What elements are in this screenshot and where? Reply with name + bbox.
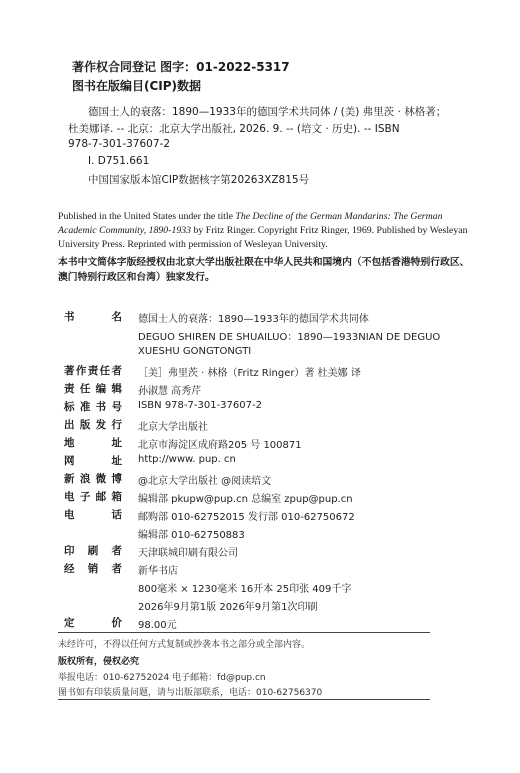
detail-label-char: 博 bbox=[111, 473, 122, 485]
detail-label-char: 名 bbox=[111, 311, 122, 323]
detail-value: 800毫米 × 1230毫米 16开本 25印张 409千字 bbox=[138, 584, 352, 595]
detail-label-char: 责 bbox=[64, 383, 75, 395]
detail-label-char: 址 bbox=[111, 437, 122, 449]
detail-value: 天津联城印刷有限公司 bbox=[138, 548, 238, 559]
detail-value: 孙淑慧 高秀芹 bbox=[138, 386, 202, 397]
detail-value: 2026年9月第1版 2026年9月第1次印刷 bbox=[138, 602, 318, 613]
cip-isbn: 978-7-301-37607-2 bbox=[68, 138, 171, 150]
detail-value: 德国士人的衰落：1890—1933年的德国学术共同体 bbox=[138, 314, 369, 325]
detail-label-char: 电 bbox=[64, 491, 75, 503]
cip-heading: 图书在版编目(CIP)数据 bbox=[72, 79, 202, 93]
detail-label-char: 定 bbox=[64, 617, 75, 629]
detail-label-char: 准 bbox=[79, 401, 91, 413]
detail-label-char: 者 bbox=[111, 563, 122, 575]
quality-contact: 图书如有印装质量问题，请与出版部联系，电话：010-62756370 bbox=[58, 688, 323, 698]
detail-label-char: 者 bbox=[111, 365, 122, 377]
detail-label-char: 址 bbox=[111, 455, 122, 467]
detail-value: http://www. pup. cn bbox=[138, 454, 236, 465]
cip-classification: Ⅰ. D751.661 bbox=[88, 155, 150, 167]
license-line: 澳门特别行政区和台湾）独家发行。 bbox=[58, 272, 215, 283]
detail-value: 北京市海淀区成府路205 号 100871 bbox=[138, 440, 302, 451]
cip-line: 德国士人的衰落：1890—1933年的德国学术共同体 / (美) 弗里茨 · 林格著； bbox=[88, 106, 447, 118]
english-text: Published in the United States under the title bbox=[58, 211, 236, 222]
detail-value: @北京大学出版社 @阅读培文 bbox=[138, 476, 272, 487]
detail-label bbox=[64, 561, 122, 576]
detail-label-char: 作 bbox=[75, 365, 87, 377]
detail-label-char: 价 bbox=[111, 617, 122, 629]
detail-label-char: 书 bbox=[95, 401, 107, 413]
detail-label bbox=[64, 309, 122, 324]
detail-value: 新华书店 bbox=[138, 566, 178, 577]
detail-label-char: 发 bbox=[95, 419, 107, 431]
english-notice-line bbox=[58, 225, 468, 236]
detail-label bbox=[64, 507, 122, 522]
detail-value: 编辑部 010-62750883 bbox=[138, 530, 245, 541]
divider bbox=[58, 632, 430, 633]
detail-label-char: 箱 bbox=[111, 491, 122, 503]
divider bbox=[58, 699, 430, 700]
detail-label-char: 标 bbox=[64, 401, 75, 413]
detail-label bbox=[64, 435, 122, 450]
detail-label-char: 邮 bbox=[95, 491, 107, 503]
detail-label-char: 书 bbox=[64, 311, 75, 323]
license-line: 本书中文简体字版经授权由北京大学出版社限在中华人民共和国境内（不包括香港特别行政区、 bbox=[58, 257, 470, 268]
english-notice-line bbox=[58, 211, 442, 222]
cip-line: 杜美娜译. -- 北京：北京大学出版社, 2026. 9. -- (培文 · 历史). -- ISBN bbox=[68, 123, 400, 135]
detail-label-char: 经 bbox=[64, 563, 75, 575]
detail-label-char: 地 bbox=[64, 437, 75, 449]
detail-label-char: 号 bbox=[111, 401, 122, 413]
detail-label-char: 子 bbox=[79, 491, 91, 503]
detail-label-char: 网 bbox=[64, 455, 75, 467]
detail-value: 北京大学出版社 bbox=[138, 422, 208, 433]
detail-label-char: 微 bbox=[95, 473, 107, 485]
detail-value: 编辑部 pkupw@pup.cn 总编室 zpup@pup.cn bbox=[138, 494, 353, 505]
detail-label bbox=[64, 381, 122, 396]
detail-label-char: 者 bbox=[111, 545, 122, 557]
detail-label bbox=[64, 543, 122, 558]
detail-label-char: 出 bbox=[64, 419, 75, 431]
detail-label bbox=[64, 453, 122, 468]
rights-notice: 版权所有，侵权必究 bbox=[58, 657, 140, 667]
detail-label-char: 责 bbox=[87, 365, 99, 377]
english-notice-line: University Press. Reprinted with permission of Wesleyan University. bbox=[58, 239, 328, 250]
book-title-italic: Academic Community, 1890-1933 bbox=[58, 225, 192, 236]
detail-label-char: 电 bbox=[64, 509, 75, 521]
detail-label-char: 版 bbox=[79, 419, 91, 431]
detail-label bbox=[64, 417, 122, 432]
report-contact: 举报电话：010-62752024 电子邮箱：fd@pup.cn bbox=[58, 673, 266, 683]
cip-number: 中国国家版本馆CIP数据核字第20263XZ815号 bbox=[88, 174, 310, 186]
detail-label-char: 销 bbox=[87, 563, 99, 575]
detail-label bbox=[64, 363, 122, 378]
detail-label bbox=[64, 489, 122, 504]
detail-label-char: 任 bbox=[79, 383, 91, 395]
copyright-registration: 著作权合同登记 图字：01-2022-5317 bbox=[72, 60, 290, 74]
detail-value: XUESHU GONGTONGTI bbox=[138, 346, 252, 357]
detail-value: ISBN 978-7-301-37607-2 bbox=[138, 400, 262, 411]
detail-value: ［美］弗里茨 · 林格（Fritz Ringer）著 杜美娜 译 bbox=[138, 368, 361, 379]
detail-label-char: 辑 bbox=[111, 383, 122, 395]
detail-value: 98.00元 bbox=[138, 620, 177, 631]
detail-label-char: 新 bbox=[64, 473, 75, 485]
detail-value: 邮购部 010-62752015 发行部 010-62750672 bbox=[138, 512, 355, 523]
detail-label bbox=[64, 615, 122, 630]
detail-label bbox=[64, 399, 122, 414]
detail-label-char: 编 bbox=[95, 383, 107, 395]
english-text: by Fritz Ringer. Copyright Fritz Ringer, 1969. Published by Wesleyan bbox=[191, 225, 468, 236]
detail-label-char: 浪 bbox=[79, 473, 91, 485]
detail-label-char: 话 bbox=[111, 509, 122, 521]
detail-label-char: 著 bbox=[64, 365, 75, 377]
detail-label-char: 刷 bbox=[87, 545, 99, 557]
detail-label-char: 任 bbox=[99, 365, 111, 377]
detail-label-char: 印 bbox=[64, 545, 75, 557]
detail-label bbox=[64, 471, 122, 486]
detail-label-char: 行 bbox=[111, 419, 122, 431]
copy-notice: 未经许可，不得以任何方式复制或抄袭本书之部分或全部内容。 bbox=[58, 640, 311, 650]
detail-value: DEGUO SHIREN DE SHUAILUO：1890—1933NIAN DE DEGUO bbox=[138, 332, 441, 343]
book-title-italic: The Decline of the German Mandarins: The German bbox=[235, 211, 443, 222]
